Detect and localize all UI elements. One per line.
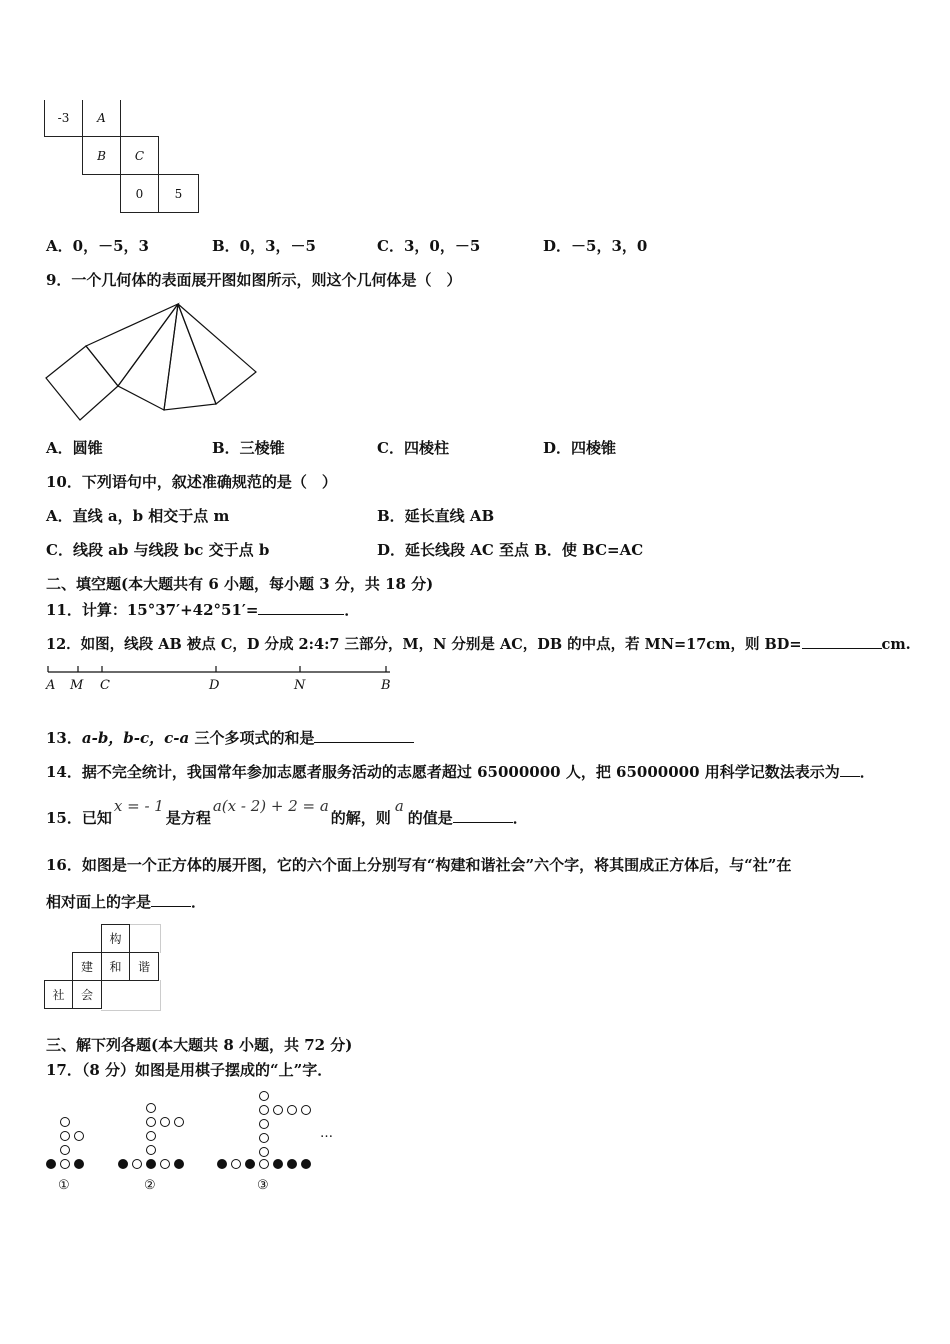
- section-2-heading: 二、填空题(本大题共有 6 小题，每小题 3 分，共 18 分): [46, 575, 434, 593]
- q12-point-label: B: [381, 678, 391, 693]
- q16-text: 相对面上的字是: [46, 893, 152, 911]
- q17-label-1: ①: [58, 1178, 70, 1193]
- q10-option-c: C．线段 ab 与线段 bc 交于点 b: [46, 541, 270, 559]
- q8-cell: -3: [44, 100, 83, 137]
- q17-piece: [46, 1159, 56, 1169]
- q16-faint-outline: [130, 924, 161, 953]
- q12-end: cm.: [881, 636, 911, 653]
- q14-text: 14．据不完全统计，我国常年参加志愿者服务活动的志愿者超过 65000000 人，把 65000000 用科学记数法表示为: [46, 763, 840, 781]
- q16-cube-net-figure: [44, 922, 164, 1014]
- q17-piece: [287, 1105, 297, 1115]
- q12-point-label: N: [294, 678, 306, 693]
- q17-piece: [74, 1159, 84, 1169]
- q13-answer-blank[interactable]: [314, 728, 414, 743]
- q17-piece: [259, 1119, 269, 1129]
- q15-pre: 15．已知: [46, 809, 112, 827]
- q11-question: [46, 600, 359, 620]
- q10-option-d: D．延长线段 AC 至点 B．使 BC=AC: [377, 541, 644, 559]
- q17-piece: [301, 1105, 311, 1115]
- q15-variable: a: [394, 797, 404, 815]
- q8-option-a: A．0，－5，3: [46, 237, 149, 255]
- q9-net-figure: [44, 300, 264, 425]
- q14-answer-blank[interactable]: [840, 762, 860, 777]
- q8-option-b: B．0，3，－5: [212, 237, 316, 255]
- q12-point-label: C: [100, 678, 110, 693]
- q16-cell: 社: [44, 980, 73, 1009]
- q16-question-line1: 16．如图是一个正方体的展开图，它的六个面上分别写有“构建和谐社会”六个字，将其围成正方体后，与“社”在: [46, 856, 792, 874]
- q17-piece: [301, 1159, 311, 1169]
- q15-condition: x = - 1: [113, 797, 164, 815]
- q12-point-label: M: [70, 678, 84, 693]
- q17-piece: [160, 1159, 170, 1169]
- q16-cell: 谐: [129, 952, 159, 981]
- q13-question: [46, 728, 414, 748]
- q8-grid-figure: [44, 100, 204, 215]
- q15-answer-blank[interactable]: [453, 808, 513, 823]
- q17-piece: [60, 1145, 70, 1155]
- q17-piece: [132, 1159, 142, 1169]
- q17-piece: [118, 1159, 128, 1169]
- q17-piece: [60, 1159, 70, 1169]
- q15-end: ．: [512, 809, 528, 827]
- q17-label-3: ③: [257, 1178, 269, 1193]
- q14-end: ．: [859, 763, 875, 781]
- q9-option-d: D．四棱锥: [543, 439, 617, 457]
- q17-piece: [60, 1131, 70, 1141]
- q16-cell: 建: [72, 952, 102, 981]
- q9-option-b: B．三棱锥: [212, 439, 285, 457]
- q16-end: ．: [191, 893, 207, 911]
- q9-option-a: A．圆锥: [46, 439, 103, 457]
- q13-expressions: a-b，b-c，c-a: [81, 729, 190, 747]
- q17-piece: [217, 1159, 227, 1169]
- q17-piece: [74, 1131, 84, 1141]
- q17-piece: [60, 1117, 70, 1127]
- q12-question: [46, 634, 911, 655]
- q17-piece: [259, 1105, 269, 1115]
- q17-piece: [146, 1117, 156, 1127]
- q12-segment-figure: [44, 664, 394, 676]
- q17-piece: [146, 1145, 156, 1155]
- q9-option-c: C．四棱柱: [377, 439, 449, 457]
- q12-point-label: D: [209, 678, 220, 693]
- q8-cell: B: [82, 136, 121, 175]
- q15-mid: 是方程: [165, 809, 211, 827]
- q17-piece: [287, 1159, 297, 1169]
- q15-equation: a(x - 2) + 2 = a: [212, 797, 329, 815]
- q17-piece: [146, 1159, 156, 1169]
- q15-post: 的值是: [407, 809, 453, 827]
- q8-option-d: D．－5，3，0: [543, 237, 648, 255]
- q8-cell: 5: [158, 174, 199, 213]
- q11-text: 11．计算：15°37′+42°51′=: [46, 601, 259, 619]
- q17-ellipsis: …: [320, 1126, 333, 1141]
- q16-cell: 构: [101, 924, 130, 953]
- q17-piece: [259, 1133, 269, 1143]
- q13-number: 13．: [46, 729, 82, 747]
- q11-answer-blank[interactable]: [258, 600, 344, 615]
- q17-piece: [259, 1091, 269, 1101]
- q10-option-b: B．延长直线 AB: [377, 507, 495, 525]
- q8-cell: C: [120, 136, 159, 175]
- q17-piece: [245, 1159, 255, 1169]
- q16-question-line2: [46, 892, 206, 912]
- q12-answer-blank[interactable]: [802, 634, 882, 649]
- q16-cell: 和: [101, 952, 130, 981]
- q10-option-a: A．直线 a，b 相交于点 m: [46, 507, 230, 525]
- q17-question: 17．（8 分）如图是用棋子摆成的“上”字．: [46, 1061, 333, 1079]
- q10-question: 10．下列语句中，叙述准确规范的是（ ）: [46, 473, 337, 491]
- q17-piece: [174, 1159, 184, 1169]
- q12-point-label: A: [46, 678, 56, 693]
- q13-text: 三个多项式的和是: [189, 729, 315, 747]
- q16-faint-outline: [101, 980, 161, 1011]
- q12-text: 12．如图，线段 AB 被点 C，D 分成 2:4:7 三部分，M，N 分别是 AC，DB 的中点，若 MN=17cm，则 BD=: [46, 636, 802, 653]
- q17-piece: [259, 1159, 269, 1169]
- q17-label-2: ②: [144, 1178, 156, 1193]
- q17-piece: [174, 1117, 184, 1127]
- q17-piece: [146, 1131, 156, 1141]
- q8-cell: 0: [120, 174, 159, 213]
- section-3-heading: 三、解下列各题(本大题共 8 小题，共 72 分): [46, 1036, 353, 1054]
- q11-end: ．: [344, 601, 360, 619]
- q8-cell: A: [82, 100, 121, 137]
- q16-answer-blank[interactable]: [151, 892, 191, 907]
- q17-piece: [231, 1159, 241, 1169]
- q16-cell: 会: [72, 980, 102, 1009]
- q15-question: [46, 797, 528, 828]
- q8-option-c: C．3，0，－5: [377, 237, 481, 255]
- q14-question: [46, 762, 875, 782]
- q17-piece: [273, 1159, 283, 1169]
- q15-mid2: 的解，则: [330, 809, 391, 827]
- q17-piece: [259, 1147, 269, 1157]
- q17-piece: [160, 1117, 170, 1127]
- q17-piece: [146, 1103, 156, 1113]
- q9-question: 9．一个几何体的表面展开图如图所示，则这个几何体是（ ）: [46, 271, 462, 289]
- q17-piece: [273, 1105, 283, 1115]
